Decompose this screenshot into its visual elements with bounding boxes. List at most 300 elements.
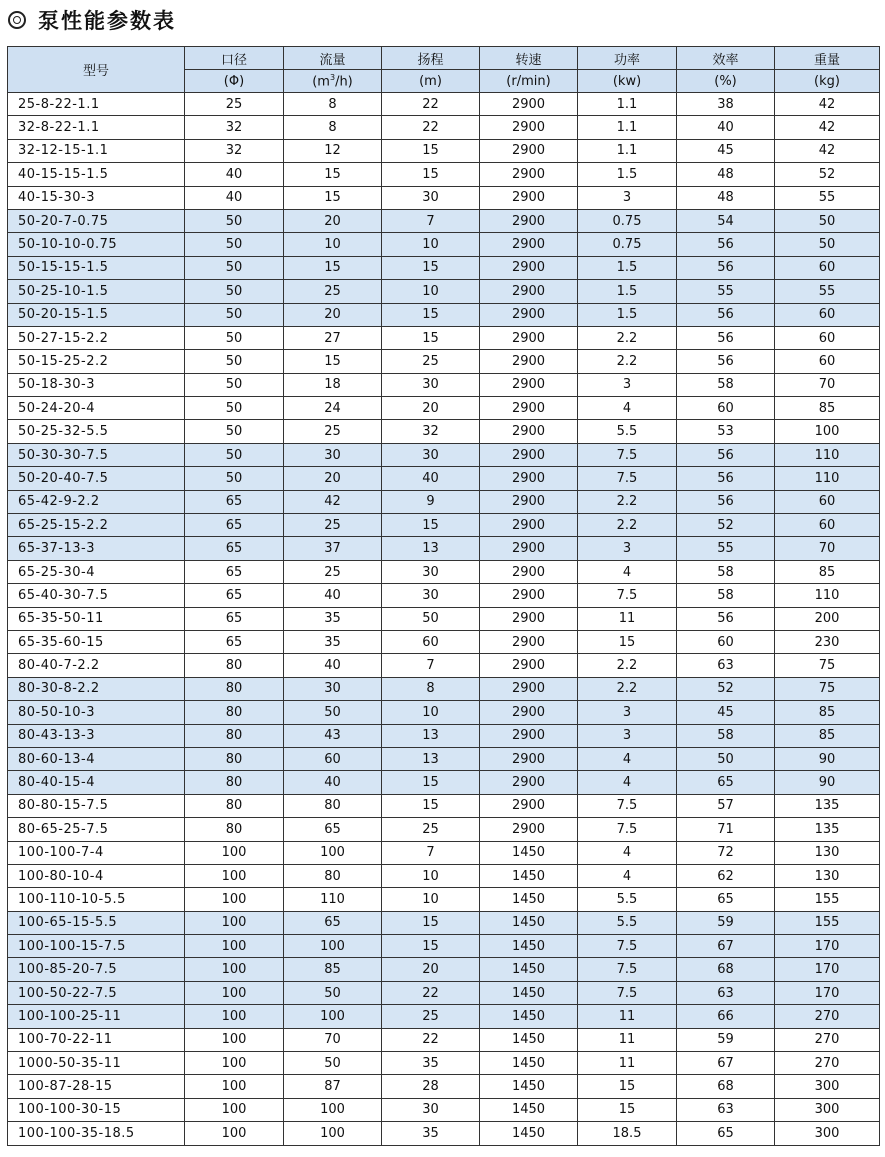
header-flow: 流量	[284, 47, 382, 70]
cell-efficiency: 56	[677, 443, 775, 466]
cell-head: 30	[382, 560, 480, 583]
cell-head: 35	[382, 1052, 480, 1075]
cell-efficiency: 68	[677, 958, 775, 981]
cell-efficiency: 65	[677, 1122, 775, 1145]
header-power-unit: (kw)	[578, 70, 677, 93]
cell-caliber: 50	[185, 443, 284, 466]
cell-weight: 85	[775, 724, 880, 747]
table-row	[8, 93, 880, 116]
cell-caliber: 50	[185, 373, 284, 396]
cell-caliber: 80	[185, 771, 284, 794]
cell-power: 2.2	[578, 514, 677, 537]
cell-model: 80-40-7-2.2	[8, 654, 185, 677]
cell-speed: 2900	[480, 420, 578, 443]
cell-weight: 70	[775, 373, 880, 396]
cell-caliber: 32	[185, 116, 284, 139]
cell-efficiency: 60	[677, 397, 775, 420]
cell-power: 1.5	[578, 303, 677, 326]
cell-weight: 100	[775, 420, 880, 443]
cell-efficiency: 56	[677, 233, 775, 256]
cell-caliber: 50	[185, 233, 284, 256]
cell-efficiency: 65	[677, 888, 775, 911]
cell-weight: 110	[775, 467, 880, 490]
flow-unit-pre: (m	[312, 74, 330, 90]
cell-efficiency: 56	[677, 303, 775, 326]
cell-caliber: 100	[185, 841, 284, 864]
cell-model: 65-37-13-3	[8, 537, 185, 560]
cell-head: 7	[382, 841, 480, 864]
cell-speed: 2900	[480, 794, 578, 817]
cell-speed: 2900	[480, 584, 578, 607]
cell-caliber: 40	[185, 163, 284, 186]
cell-weight: 55	[775, 186, 880, 209]
cell-speed: 2900	[480, 701, 578, 724]
cell-head: 60	[382, 630, 480, 653]
cell-weight: 170	[775, 958, 880, 981]
cell-head: 20	[382, 397, 480, 420]
cell-head: 15	[382, 514, 480, 537]
cell-power: 11	[578, 1052, 677, 1075]
table-row	[8, 747, 880, 770]
cell-flow: 25	[284, 514, 382, 537]
cell-power: 3	[578, 701, 677, 724]
cell-weight: 110	[775, 584, 880, 607]
cell-speed: 1450	[480, 1098, 578, 1121]
cell-head: 13	[382, 537, 480, 560]
cell-weight: 55	[775, 280, 880, 303]
cell-weight: 75	[775, 654, 880, 677]
cell-speed: 1450	[480, 1005, 578, 1028]
table-row	[8, 701, 880, 724]
cell-power: 2.2	[578, 490, 677, 513]
cell-caliber: 65	[185, 490, 284, 513]
cell-speed: 1450	[480, 841, 578, 864]
cell-flow: 85	[284, 958, 382, 981]
cell-efficiency: 56	[677, 490, 775, 513]
cell-efficiency: 65	[677, 771, 775, 794]
cell-flow: 12	[284, 139, 382, 162]
cell-head: 15	[382, 911, 480, 934]
cell-weight: 155	[775, 911, 880, 934]
cell-efficiency: 68	[677, 1075, 775, 1098]
cell-head: 50	[382, 607, 480, 630]
table-row	[8, 1122, 880, 1145]
cell-head: 10	[382, 233, 480, 256]
cell-model: 50-10-10-0.75	[8, 233, 185, 256]
cell-weight: 42	[775, 93, 880, 116]
cell-speed: 2900	[480, 233, 578, 256]
cell-efficiency: 50	[677, 747, 775, 770]
cell-flow: 24	[284, 397, 382, 420]
cell-weight: 60	[775, 350, 880, 373]
cell-weight: 52	[775, 163, 880, 186]
cell-model: 65-25-30-4	[8, 560, 185, 583]
cell-head: 10	[382, 701, 480, 724]
flow-unit-post: /h)	[335, 74, 353, 90]
cell-weight: 85	[775, 560, 880, 583]
cell-flow: 25	[284, 560, 382, 583]
cell-flow: 8	[284, 116, 382, 139]
cell-model: 100-100-30-15	[8, 1098, 185, 1121]
cell-speed: 2900	[480, 256, 578, 279]
cell-weight: 155	[775, 888, 880, 911]
cell-power: 15	[578, 1098, 677, 1121]
cell-power: 3	[578, 537, 677, 560]
cell-flow: 42	[284, 490, 382, 513]
table-row	[8, 818, 880, 841]
table-row	[8, 186, 880, 209]
cell-caliber: 40	[185, 186, 284, 209]
cell-weight: 170	[775, 935, 880, 958]
cell-caliber: 50	[185, 256, 284, 279]
cell-caliber: 100	[185, 911, 284, 934]
table-row	[8, 1075, 880, 1098]
cell-speed: 2900	[480, 397, 578, 420]
cell-power: 4	[578, 560, 677, 583]
cell-efficiency: 58	[677, 560, 775, 583]
cell-power: 15	[578, 630, 677, 653]
cell-head: 25	[382, 350, 480, 373]
cell-power: 4	[578, 747, 677, 770]
cell-head: 15	[382, 326, 480, 349]
cell-speed: 2900	[480, 818, 578, 841]
cell-weight: 90	[775, 771, 880, 794]
cell-head: 30	[382, 1098, 480, 1121]
cell-efficiency: 56	[677, 256, 775, 279]
cell-efficiency: 66	[677, 1005, 775, 1028]
cell-head: 30	[382, 373, 480, 396]
table-row	[8, 560, 880, 583]
cell-weight: 85	[775, 397, 880, 420]
cell-power: 1.5	[578, 163, 677, 186]
cell-power: 7.5	[578, 443, 677, 466]
cell-speed: 2900	[480, 139, 578, 162]
cell-efficiency: 56	[677, 467, 775, 490]
cell-model: 50-24-20-4	[8, 397, 185, 420]
cell-speed: 1450	[480, 1028, 578, 1051]
cell-model: 80-50-10-3	[8, 701, 185, 724]
cell-weight: 60	[775, 326, 880, 349]
cell-efficiency: 62	[677, 864, 775, 887]
page-title	[8, 3, 176, 37]
cell-power: 2.2	[578, 677, 677, 700]
cell-power: 2.2	[578, 326, 677, 349]
cell-speed: 1450	[480, 1052, 578, 1075]
cell-power: 4	[578, 841, 677, 864]
table-row	[8, 209, 880, 232]
cell-efficiency: 63	[677, 1098, 775, 1121]
cell-power: 7.5	[578, 958, 677, 981]
cell-caliber: 100	[185, 1075, 284, 1098]
cell-efficiency: 56	[677, 326, 775, 349]
table-row	[8, 467, 880, 490]
cell-head: 10	[382, 864, 480, 887]
cell-power: 15	[578, 1075, 677, 1098]
cell-flow: 15	[284, 163, 382, 186]
cell-head: 30	[382, 443, 480, 466]
cell-caliber: 80	[185, 747, 284, 770]
cell-caliber: 32	[185, 139, 284, 162]
cell-head: 20	[382, 958, 480, 981]
table-row	[8, 771, 880, 794]
cell-efficiency: 63	[677, 654, 775, 677]
cell-flow: 100	[284, 1005, 382, 1028]
header-power: 功率	[578, 47, 677, 70]
cell-power: 7.5	[578, 935, 677, 958]
cell-flow: 40	[284, 654, 382, 677]
table-row	[8, 584, 880, 607]
cell-model: 65-25-15-2.2	[8, 514, 185, 537]
cell-flow: 35	[284, 630, 382, 653]
header-weight: 重量	[775, 47, 880, 70]
cell-flow: 20	[284, 209, 382, 232]
cell-speed: 2900	[480, 677, 578, 700]
cell-flow: 43	[284, 724, 382, 747]
cell-speed: 2900	[480, 303, 578, 326]
cell-flow: 15	[284, 186, 382, 209]
cell-power: 4	[578, 397, 677, 420]
cell-speed: 2900	[480, 443, 578, 466]
table-row	[8, 397, 880, 420]
table-row	[8, 981, 880, 1004]
cell-efficiency: 55	[677, 537, 775, 560]
cell-model: 1000-50-35-11	[8, 1052, 185, 1075]
cell-power: 7.5	[578, 981, 677, 1004]
cell-flow: 65	[284, 911, 382, 934]
cell-model: 100-50-22-7.5	[8, 981, 185, 1004]
cell-weight: 70	[775, 537, 880, 560]
cell-caliber: 50	[185, 397, 284, 420]
table-row	[8, 1028, 880, 1051]
cell-model: 100-100-35-18.5	[8, 1122, 185, 1145]
cell-model: 65-42-9-2.2	[8, 490, 185, 513]
cell-flow: 35	[284, 607, 382, 630]
cell-power: 5.5	[578, 888, 677, 911]
cell-power: 1.1	[578, 93, 677, 116]
cell-weight: 42	[775, 139, 880, 162]
cell-efficiency: 58	[677, 373, 775, 396]
cell-speed: 2900	[480, 654, 578, 677]
cell-efficiency: 60	[677, 630, 775, 653]
cell-weight: 300	[775, 1098, 880, 1121]
cell-model: 80-80-15-7.5	[8, 794, 185, 817]
cell-head: 30	[382, 186, 480, 209]
cell-flow: 20	[284, 303, 382, 326]
cell-model: 100-100-15-7.5	[8, 935, 185, 958]
cell-power: 3	[578, 373, 677, 396]
cell-caliber: 65	[185, 560, 284, 583]
cell-efficiency: 63	[677, 981, 775, 1004]
cell-power: 1.5	[578, 280, 677, 303]
cell-head: 15	[382, 139, 480, 162]
cell-caliber: 100	[185, 1028, 284, 1051]
cell-speed: 2900	[480, 607, 578, 630]
cell-efficiency: 59	[677, 1028, 775, 1051]
table-row	[8, 233, 880, 256]
table-row	[8, 139, 880, 162]
cell-model: 65-35-50-11	[8, 607, 185, 630]
table-body	[8, 93, 880, 1146]
table-row	[8, 116, 880, 139]
cell-speed: 2900	[480, 771, 578, 794]
cell-caliber: 100	[185, 888, 284, 911]
cell-caliber: 50	[185, 209, 284, 232]
table-row	[8, 1052, 880, 1075]
table-row	[8, 373, 880, 396]
cell-flow: 40	[284, 584, 382, 607]
cell-power: 0.75	[578, 233, 677, 256]
cell-caliber: 100	[185, 935, 284, 958]
header-flow-unit	[284, 70, 382, 93]
cell-head: 22	[382, 1028, 480, 1051]
cell-caliber: 50	[185, 420, 284, 443]
cell-model: 100-100-25-11	[8, 1005, 185, 1028]
cell-flow: 27	[284, 326, 382, 349]
cell-model: 32-8-22-1.1	[8, 116, 185, 139]
cell-flow: 15	[284, 256, 382, 279]
header-weight-unit: (kg)	[775, 70, 880, 93]
cell-efficiency: 56	[677, 350, 775, 373]
cell-model: 50-15-15-1.5	[8, 256, 185, 279]
cell-caliber: 65	[185, 514, 284, 537]
cell-speed: 2900	[480, 373, 578, 396]
header-head: 扬程	[382, 47, 480, 70]
cell-model: 50-15-25-2.2	[8, 350, 185, 373]
table-row	[8, 490, 880, 513]
cell-weight: 130	[775, 841, 880, 864]
cell-speed: 2900	[480, 116, 578, 139]
cell-head: 15	[382, 256, 480, 279]
cell-speed: 1450	[480, 958, 578, 981]
cell-model: 100-80-10-4	[8, 864, 185, 887]
table-row	[8, 677, 880, 700]
cell-caliber: 100	[185, 1052, 284, 1075]
header-speed-unit: (r/min)	[480, 70, 578, 93]
cell-flow: 110	[284, 888, 382, 911]
cell-power: 4	[578, 771, 677, 794]
cell-efficiency: 54	[677, 209, 775, 232]
table-row	[8, 841, 880, 864]
cell-weight: 200	[775, 607, 880, 630]
cell-caliber: 80	[185, 724, 284, 747]
cell-head: 22	[382, 981, 480, 1004]
cell-speed: 1450	[480, 935, 578, 958]
cell-speed: 1450	[480, 888, 578, 911]
cell-flow: 40	[284, 771, 382, 794]
cell-head: 13	[382, 724, 480, 747]
cell-model: 50-20-40-7.5	[8, 467, 185, 490]
cell-weight: 60	[775, 490, 880, 513]
cell-power: 3	[578, 724, 677, 747]
cell-efficiency: 45	[677, 701, 775, 724]
table-row	[8, 935, 880, 958]
cell-flow: 70	[284, 1028, 382, 1051]
cell-model: 50-27-15-2.2	[8, 326, 185, 349]
cell-model: 65-40-30-7.5	[8, 584, 185, 607]
cell-caliber: 80	[185, 794, 284, 817]
cell-model: 100-87-28-15	[8, 1075, 185, 1098]
table-row	[8, 326, 880, 349]
cell-flow: 100	[284, 1098, 382, 1121]
cell-head: 15	[382, 771, 480, 794]
cell-speed: 2900	[480, 747, 578, 770]
cell-efficiency: 67	[677, 935, 775, 958]
cell-flow: 87	[284, 1075, 382, 1098]
cell-speed: 2900	[480, 326, 578, 349]
header-speed: 转速	[480, 47, 578, 70]
cell-weight: 42	[775, 116, 880, 139]
table-row	[8, 794, 880, 817]
cell-power: 11	[578, 1028, 677, 1051]
cell-head: 25	[382, 1005, 480, 1028]
cell-weight: 170	[775, 981, 880, 1004]
cell-power: 2.2	[578, 350, 677, 373]
cell-power: 1.1	[578, 139, 677, 162]
cell-flow: 80	[284, 794, 382, 817]
cell-efficiency: 67	[677, 1052, 775, 1075]
cell-model: 80-30-8-2.2	[8, 677, 185, 700]
table-row	[8, 607, 880, 630]
cell-flow: 50	[284, 701, 382, 724]
table-row	[8, 163, 880, 186]
pump-performance-table	[7, 46, 880, 1146]
cell-flow: 100	[284, 935, 382, 958]
table-row	[8, 420, 880, 443]
cell-caliber: 80	[185, 654, 284, 677]
table-row	[8, 888, 880, 911]
cell-caliber: 65	[185, 584, 284, 607]
cell-speed: 1450	[480, 1075, 578, 1098]
cell-model: 80-40-15-4	[8, 771, 185, 794]
cell-power: 1.1	[578, 116, 677, 139]
cell-speed: 1450	[480, 864, 578, 887]
cell-model: 100-100-7-4	[8, 841, 185, 864]
cell-caliber: 100	[185, 1098, 284, 1121]
header-caliber-unit: (Φ)	[185, 70, 284, 93]
cell-weight: 300	[775, 1122, 880, 1145]
cell-power: 7.5	[578, 794, 677, 817]
cell-weight: 85	[775, 701, 880, 724]
cell-caliber: 65	[185, 607, 284, 630]
cell-speed: 2900	[480, 560, 578, 583]
cell-caliber: 80	[185, 818, 284, 841]
cell-flow: 60	[284, 747, 382, 770]
cell-weight: 50	[775, 233, 880, 256]
cell-head: 40	[382, 467, 480, 490]
cell-flow: 10	[284, 233, 382, 256]
table-row	[8, 280, 880, 303]
cell-speed: 1450	[480, 911, 578, 934]
cell-efficiency: 52	[677, 677, 775, 700]
cell-head: 7	[382, 654, 480, 677]
page-title-text: 泵性能参数表	[38, 9, 176, 33]
cell-model: 50-25-32-5.5	[8, 420, 185, 443]
cell-flow: 25	[284, 420, 382, 443]
cell-speed: 2900	[480, 630, 578, 653]
cell-speed: 1450	[480, 1122, 578, 1145]
cell-head: 10	[382, 888, 480, 911]
cell-model: 100-65-15-5.5	[8, 911, 185, 934]
cell-speed: 2900	[480, 209, 578, 232]
cell-speed: 2900	[480, 724, 578, 747]
cell-speed: 2900	[480, 93, 578, 116]
cell-speed: 2900	[480, 280, 578, 303]
cell-model: 80-65-25-7.5	[8, 818, 185, 841]
table-row	[8, 303, 880, 326]
cell-caliber: 100	[185, 1122, 284, 1145]
cell-power: 7.5	[578, 467, 677, 490]
cell-efficiency: 59	[677, 911, 775, 934]
